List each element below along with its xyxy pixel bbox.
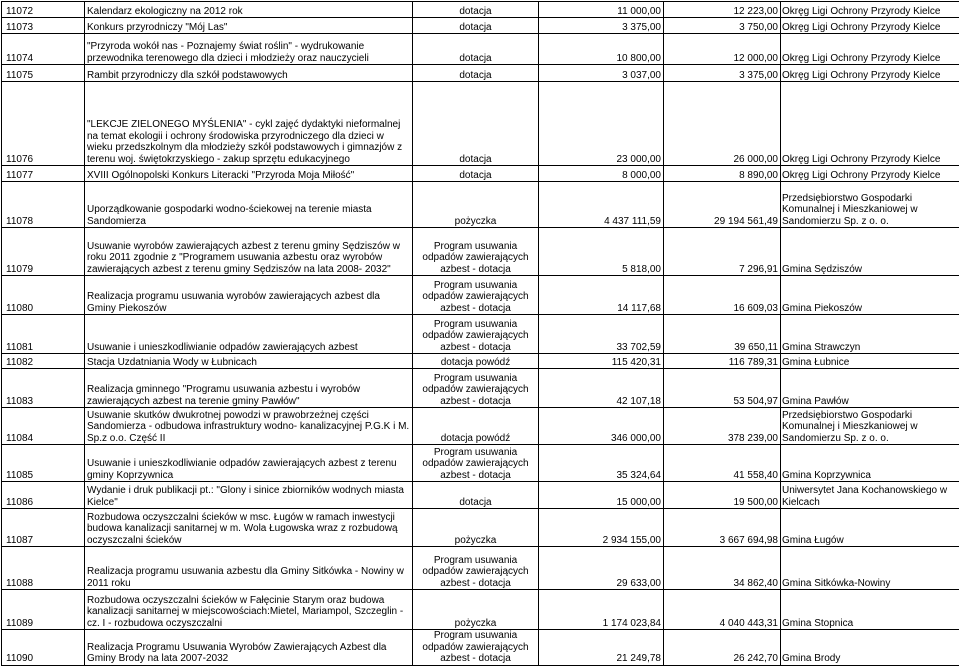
amount-cell: 3 037,00 — [539, 65, 664, 82]
table-row — [2, 166, 959, 182]
description-cell: Usuwanie wyrobów zawierających azbest z terenu gminy Sędziszów w roku 2011 zgodnie z "Programem usuwania azbestu oraz wyrobów zawierających azbest z terenu gminy Sędziszów na lata 2008- 2032" — [85, 228, 413, 276]
beneficiary-cell: Gmina Strawczyn — [781, 315, 959, 354]
beneficiary-cell: Okręg Ligi Ochrony Przyrody Kielce — [781, 166, 959, 182]
description-cell: XVIII Ogólnopolski Konkurs Literacki "Przyroda Moja Miłość" — [85, 166, 413, 182]
table-row — [2, 547, 959, 590]
financing-type-cell: dotacja — [413, 166, 539, 182]
amount-cell: 3 375,00 — [539, 18, 664, 34]
row-number-cell: 11074 — [2, 34, 85, 65]
row-number-cell: 11072 — [2, 2, 85, 18]
table-row — [2, 630, 959, 666]
amount-cell: 42 107,18 — [539, 369, 664, 408]
table-row — [2, 34, 959, 65]
amount-cell: 8 000,00 — [539, 166, 664, 182]
financing-type-cell: Program usuwania odpadów zawierających azbest - dotacja — [413, 547, 539, 590]
financing-type-cell: Program usuwania odpadów zawierających azbest - dotacja — [413, 228, 539, 276]
table-row — [2, 82, 959, 166]
description-cell: Uporządkowanie gospodarki wodno-ściekowej na terenie miasta Sandomierza — [85, 182, 413, 228]
financing-type-cell: dotacja — [413, 65, 539, 82]
beneficiary-cell: Gmina Sędziszów — [781, 228, 959, 276]
row-number-cell: 11089 — [2, 590, 85, 630]
table-body — [2, 2, 959, 666]
description-cell: Usuwanie i unieszkodliwianie odpadów zawierających azbest — [85, 315, 413, 354]
table-row — [2, 182, 959, 228]
beneficiary-cell: Okręg Ligi Ochrony Przyrody Kielce — [781, 2, 959, 18]
row-number-cell: 11084 — [2, 408, 85, 445]
beneficiary-cell: Okręg Ligi Ochrony Przyrody Kielce — [781, 82, 959, 166]
financing-type-cell: dotacja — [413, 482, 539, 509]
financing-type-cell: Program usuwania odpadów zawierających azbest - dotacja — [413, 276, 539, 315]
table-row — [2, 354, 959, 369]
description-cell: Usuwanie i unieszkodliwianie odpadów zawierających azbest z terenu gminy Koprzywnica — [85, 445, 413, 482]
row-number-cell: 11085 — [2, 445, 85, 482]
beneficiary-cell: Przedsiębiorstwo Gospodarki Komunalnej i Mieszkaniowej w Sandomierzu Sp. z o. o. — [781, 408, 959, 445]
table-row — [2, 228, 959, 276]
financing-type-cell: Program usuwania odpadów zawierających azbest - dotacja — [413, 369, 539, 408]
table-row — [2, 276, 959, 315]
description-cell: Rambit przyrodniczy dla szkół podstawowych — [85, 65, 413, 82]
description-cell: Usuwanie skutków dwukrotnej powodzi w prawobrzeżnej części Sandomierza - odbudowa infrastruktury wodno- kanalizacyjnej P.G.K i M. Sp.z o.o. Część II — [85, 408, 413, 445]
table-row — [2, 369, 959, 408]
amount-cell: 15 000,00 — [539, 482, 664, 509]
beneficiary-cell: Przedsiębiorstwo Gospodarki Komunalnej i Mieszkaniowej w Sandomierzu Sp. z o. o. — [781, 182, 959, 228]
total-cost-cell: 39 650,11 — [664, 315, 781, 354]
description-cell: Realizacja gminnego "Programu usuwania azbestu i wyrobów zawierających azbest na terenie gminy Pawłów" — [85, 369, 413, 408]
row-number-cell: 11077 — [2, 166, 85, 182]
total-cost-cell: 3 375,00 — [664, 65, 781, 82]
financing-type-cell: dotacja — [413, 82, 539, 166]
financing-type-cell: pożyczka — [413, 182, 539, 228]
total-cost-cell: 53 504,97 — [664, 369, 781, 408]
amount-cell: 5 818,00 — [539, 228, 664, 276]
description-cell: Realizacja programu usuwania azbestu dla Gminy Sitkówka - Nowiny w 2011 roku — [85, 547, 413, 590]
amount-cell: 115 420,31 — [539, 354, 664, 369]
row-number-cell: 11079 — [2, 228, 85, 276]
data-table — [1, 1, 959, 666]
description-cell: Wydanie i druk publikacji pt.: "Glony i sinice zbiorników wodnych miasta Kielce" — [85, 482, 413, 509]
beneficiary-cell: Okręg Ligi Ochrony Przyrody Kielce — [781, 65, 959, 82]
row-number-cell: 11082 — [2, 354, 85, 369]
amount-cell: 2 934 155,00 — [539, 509, 664, 547]
row-number-cell: 11078 — [2, 182, 85, 228]
total-cost-cell: 8 890,00 — [664, 166, 781, 182]
financing-type-cell: Program usuwania odpadów zawierających azbest - dotacja — [413, 630, 539, 666]
total-cost-cell: 3 750,00 — [664, 18, 781, 34]
total-cost-cell: 116 789,31 — [664, 354, 781, 369]
total-cost-cell: 4 040 443,31 — [664, 590, 781, 630]
financing-type-cell: dotacja — [413, 2, 539, 18]
row-number-cell: 11083 — [2, 369, 85, 408]
row-number-cell: 11075 — [2, 65, 85, 82]
amount-cell: 23 000,00 — [539, 82, 664, 166]
amount-cell: 11 000,00 — [539, 2, 664, 18]
total-cost-cell: 29 194 561,49 — [664, 182, 781, 228]
row-number-cell: 11090 — [2, 630, 85, 666]
amount-cell: 1 174 023,84 — [539, 590, 664, 630]
total-cost-cell: 34 862,40 — [664, 547, 781, 590]
row-number-cell: 11088 — [2, 547, 85, 590]
beneficiary-cell: Gmina Pawłów — [781, 369, 959, 408]
financing-type-cell: dotacja powódź — [413, 354, 539, 369]
financing-type-cell: dotacja powódź — [413, 408, 539, 445]
table-row — [2, 408, 959, 445]
table-row — [2, 2, 959, 18]
financing-type-cell: pożyczka — [413, 509, 539, 547]
description-cell: Rozbudowa oczyszczalni ścieków w msc. Ługów w ramach inwestycji budowa kanalizacji sanitarnej w m. Wola Ługowska wraz z rozbudową oczyszczalni ścieków — [85, 509, 413, 547]
description-cell: Rozbudowa oczyszczalni ścieków w Fałęcinie Starym oraz budowa kanalizacji sanitarnej w miejscowościach:Mietel, Mariampol, Szczeglin - cz. I - rozbudowa oczyszczalni — [85, 590, 413, 630]
beneficiary-cell: Gmina Stopnica — [781, 590, 959, 630]
table-row — [2, 315, 959, 354]
amount-cell: 21 249,78 — [539, 630, 664, 666]
beneficiary-cell: Gmina Ługów — [781, 509, 959, 547]
beneficiary-cell: Gmina Sitkówka-Nowiny — [781, 547, 959, 590]
table-row — [2, 482, 959, 509]
amount-cell: 10 800,00 — [539, 34, 664, 65]
description-cell: Realizacja programu usuwania wyrobów zawierających azbest dla Gminy Piekoszów — [85, 276, 413, 315]
row-number-cell: 11076 — [2, 82, 85, 166]
row-number-cell: 11087 — [2, 509, 85, 547]
total-cost-cell: 16 609,03 — [664, 276, 781, 315]
beneficiary-cell: Gmina Łubnice — [781, 354, 959, 369]
financing-type-cell: dotacja — [413, 18, 539, 34]
beneficiary-cell: Gmina Koprzywnica — [781, 445, 959, 482]
total-cost-cell: 3 667 694,98 — [664, 509, 781, 547]
total-cost-cell: 7 296,91 — [664, 228, 781, 276]
description-cell: "LEKCJE ZIELONEGO MYŚLENIA" - cykl zajęć dydaktyki nieformalnej na temat ekologii i ochrony środowiska przyrodniczego dla dzieci w wieku przedszkolnym dla młodzieży szkół podstawowych i gimnazjów z terenu woj. świętokrzyskiego - zakup sprzętu edukacyjnego — [85, 82, 413, 166]
total-cost-cell: 12 000,00 — [664, 34, 781, 65]
total-cost-cell: 26 000,00 — [664, 82, 781, 166]
table-row — [2, 590, 959, 630]
total-cost-cell: 378 239,00 — [664, 408, 781, 445]
amount-cell: 14 117,68 — [539, 276, 664, 315]
row-number-cell: 11080 — [2, 276, 85, 315]
amount-cell: 29 633,00 — [539, 547, 664, 590]
table-row — [2, 445, 959, 482]
amount-cell: 346 000,00 — [539, 408, 664, 445]
table-row — [2, 65, 959, 82]
financing-type-cell: pożyczka — [413, 590, 539, 630]
description-cell: Konkurs przyrodniczy "Mój Las" — [85, 18, 413, 34]
row-number-cell: 11086 — [2, 482, 85, 509]
total-cost-cell: 26 242,70 — [664, 630, 781, 666]
total-cost-cell: 12 223,00 — [664, 2, 781, 18]
beneficiary-cell: Okręg Ligi Ochrony Przyrody Kielce — [781, 34, 959, 65]
row-number-cell: 11081 — [2, 315, 85, 354]
description-cell: Stacja Uzdatniania Wody w Łubnicach — [85, 354, 413, 369]
beneficiary-cell: Gmina Piekoszów — [781, 276, 959, 315]
description-cell: "Przyroda wokół nas - Poznajemy świat roślin" - wydrukowanie przewodnika terenowego dla dzieci i młodzieży oraz nauczycieli — [85, 34, 413, 65]
beneficiary-cell: Uniwersytet Jana Kochanowskiego w Kielcach — [781, 482, 959, 509]
amount-cell: 35 324,64 — [539, 445, 664, 482]
financing-type-cell: Program usuwania odpadów zawierających azbest - dotacja — [413, 315, 539, 354]
beneficiary-cell: Okręg Ligi Ochrony Przyrody Kielce — [781, 18, 959, 34]
description-cell: Realizacja Programu Usuwania Wyrobów Zawierających Azbest dla Gminy Brody na lata 2007-2032 — [85, 630, 413, 666]
financing-type-cell: Program usuwania odpadów zawierających azbest - dotacja — [413, 445, 539, 482]
financing-type-cell: dotacja — [413, 34, 539, 65]
total-cost-cell: 19 500,00 — [664, 482, 781, 509]
beneficiary-cell: Gmina Brody — [781, 630, 959, 666]
description-cell: Kalendarz ekologiczny na 2012 rok — [85, 2, 413, 18]
total-cost-cell: 41 558,40 — [664, 445, 781, 482]
amount-cell: 33 702,59 — [539, 315, 664, 354]
table-row — [2, 18, 959, 34]
row-number-cell: 11073 — [2, 18, 85, 34]
amount-cell: 4 437 111,59 — [539, 182, 664, 228]
table-row — [2, 509, 959, 547]
